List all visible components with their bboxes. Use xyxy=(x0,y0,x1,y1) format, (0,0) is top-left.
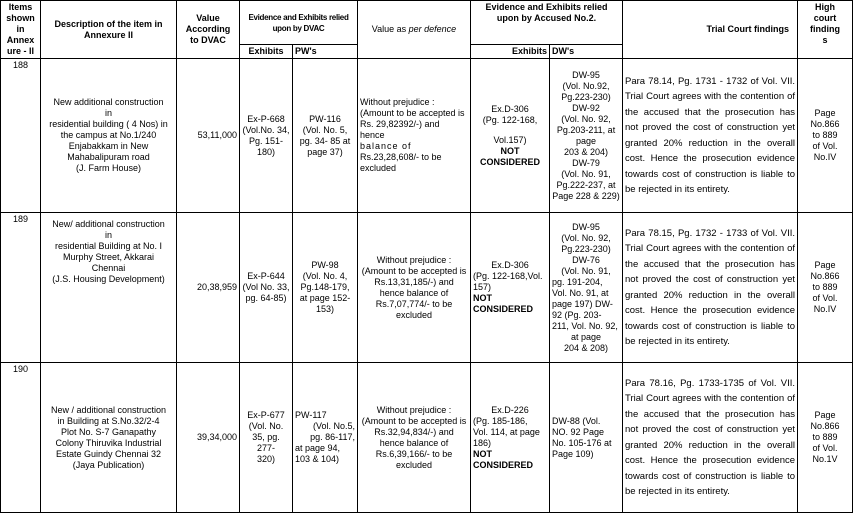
item-number: 190 xyxy=(1,363,41,513)
accused-exhibit: Ex.D-226 (Pg. 185-186, Vol. 114, at page 186) NOT CONSIDERED xyxy=(471,363,550,513)
accused-exhibits-header: Exhibits xyxy=(471,45,550,59)
exhibit: Ex-P-644 (Vol No. 33, pg. 64-85) xyxy=(240,213,293,363)
items-shown-header: Items shown in Annex ure - II xyxy=(1,1,41,59)
trial-findings-header: Trial Court findings xyxy=(623,1,798,59)
trial-findings: Para 78.16, Pg. 1733-1735 of Vol. VII. Trial Court agrees with the contention of the accused that the prosecution has not proved the cost of construction yet granted 20% reduction in the overall cost. Hence the prosecution evidence towards cost of construction is liable to be rejected in its entirety. xyxy=(623,363,798,513)
high-court-header: High court finding s xyxy=(798,1,853,59)
item-description: New/ additional construction in residential Building at No. I Murphy Street, Akkarai Chennai (J.S. Housing Development) xyxy=(41,213,177,363)
value-dvac: 39,34,000 xyxy=(177,363,240,513)
pw: PW-116 (Vol. No. 5, pg. 34- 85 at page 37) xyxy=(293,59,358,213)
dw: DW-95 (Vol. No. 92, Pg.223-230) DW-76 (Vol. No. 91, pg. 191-204, Vol. No. 91, at page 197) DW- 92 (Pg. 203- 211, Vol. No. 92, at page 204 & 208) xyxy=(550,213,623,363)
description-header: Description of the item in Annexure II xyxy=(41,1,177,59)
high-court-finding: Page No.866 to 889 of Vol. No.1V xyxy=(798,363,853,513)
dw: DW-95 (Vol. No.92, Pg.223-230) DW-92 (Vol. No. 92, Pg.203-211, at page 203 & 204) DW-79 (Vol. No. 91, Pg.222-237, at Page 228 & 229) xyxy=(550,59,623,213)
table-row xyxy=(1,363,853,513)
status-label: NOT xyxy=(473,293,492,303)
item-number: 188 xyxy=(1,59,41,213)
accused-exhibit: Ex.D-306 (Pg. 122-168,Vol. 157) NOT CONSIDERED xyxy=(471,213,550,363)
status-label: NOT xyxy=(500,145,520,156)
high-court-finding: Page No.866 to 889 of Vol. No.IV xyxy=(798,59,853,213)
header-row xyxy=(1,1,853,45)
defence-value: Without prejudice : (Amount to be accepted is Rs.32,94,834/-) and hence balance of Rs.6,39,166/- to be excluded xyxy=(358,363,471,513)
status-label: NOT xyxy=(473,448,492,459)
exhibit: Ex-P-677 (Vol. No. 35, pg. 277- 320) xyxy=(240,363,293,513)
exhibits-header: Exhibits xyxy=(240,45,293,59)
value-dvac-header: Value According to DVAC xyxy=(177,1,240,59)
dws-header: DW's xyxy=(550,45,623,59)
item-description: New / additional construction in Building at S.No.32/2-4 Plot No. S-7 Ganapathy Colony Thiruvika Industrial Estate Guindy Chennai 32 (Jaya Publication) xyxy=(41,363,177,513)
accused-exhibit: Ex.D-306 (Pg. 122-168, Vol.157) NOT CONSIDERED xyxy=(471,59,550,213)
item-number: 189 xyxy=(1,213,41,363)
evidence-accused-header: Evidence and Exhibits relied upon by Accused No.2. xyxy=(471,1,623,45)
defence-value: Without prejudice : (Amount to be accepted is Rs.13,31,185/-) and hence balance of Rs.7,07,774/- to be excluded xyxy=(358,213,471,363)
pw: PW-98 (Vol. No. 4, Pg.148-179, at page 152- 153) xyxy=(293,213,358,363)
defence-value: Without prejudice : (Amount to be accepted is Rs. 29,82392/-) and hence balance of Rs.23,28,608/- to be excluded xyxy=(358,59,471,213)
dw: DW-88 (Vol. NO. 92 Page No. 105-176 at Page 109) xyxy=(550,363,623,513)
pw: PW-117 (Vol. No.5, pg. 86-117, at page 94, 103 & 104) xyxy=(293,363,358,513)
value-defence-header: Value as per defence xyxy=(358,1,471,59)
table-row xyxy=(1,213,853,363)
trial-findings: Para 78.15, Pg. 1732 - 1733 of Vol. VII. Trial Court agrees with the contention of the accused that the prosecution has not proved the cost of construction yet granted 20% reduction in the overall cost. Hence the prosecution evidence towards cost of construction is liable to be rejected in its entirety. xyxy=(623,213,798,363)
exhibit: Ex-P-668 (Vol.No. 34, Pg. 151- 180) xyxy=(240,59,293,213)
high-court-finding: Page No.866 to 889 of Vol. No.IV xyxy=(798,213,853,363)
item-description: New additional construction in residential building ( 4 Nos) in the campus at No.1/240 Enjabakkam in New Mahabalipuram road (J. Farm House) xyxy=(41,59,177,213)
value-dvac: 20,38,959 xyxy=(177,213,240,363)
evidence-dvac-header: Evidence and Exhibits relied upon by DVAC xyxy=(240,1,358,45)
table-row xyxy=(1,59,853,213)
value-dvac: 53,11,000 xyxy=(177,59,240,213)
trial-findings: Para 78.14, Pg. 1731 - 1732 of Vol. VII. Trial Court agrees with the contention of the accused that the prosecution has not proved the cost of construction yet granted 20% reduction in the overall cost. Hence the prosecution evidence towards cost of construction is liable to be rejected in its entirety. xyxy=(623,59,798,213)
pws-header: PW's xyxy=(293,45,358,59)
